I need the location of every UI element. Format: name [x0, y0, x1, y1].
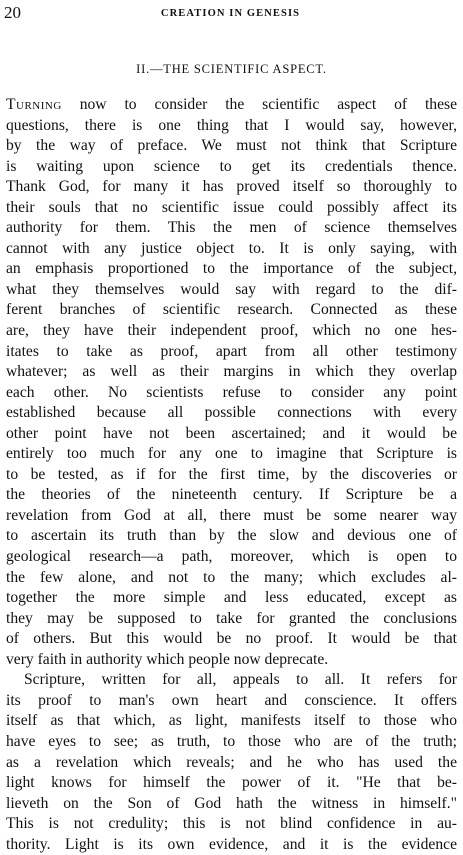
text-line: authority for them. This the men of science themselves: [6, 219, 457, 237]
text-line: ferent branches of scientific research. Connected as these: [6, 301, 457, 319]
text-line: what they themselves would say with regard to the dif-: [6, 280, 457, 298]
text-line: revelation from God at all, there must be some nearer way: [6, 506, 457, 524]
text-line: Thank God, for many it has proved itself so thoroughly to: [6, 178, 457, 196]
text-line: they may be supposed to take for granted the conclusions: [6, 609, 457, 627]
text-line: established because all possible connections with every: [6, 404, 457, 422]
page-number: 20: [4, 3, 21, 22]
text-line: by the way of preface. We must not think that Scripture: [6, 137, 457, 155]
text-line: lieveth on the Son of God hath the witness in himself.": [6, 794, 457, 812]
text-line: to ascertain its truth than by the slow and devious one of: [6, 527, 457, 545]
text-line: their souls that no scientific issue could possibly affect its: [6, 198, 457, 216]
running-title: CREATION IN GENESIS: [160, 8, 301, 19]
text-line: the few alone, and not to the many; which excludes al-: [6, 568, 457, 586]
text-line: is waiting upon science to get its credentials thence.: [6, 157, 457, 175]
text-line: geological research—a path, moreover, which is open to: [6, 548, 457, 566]
text-line: each other. No scientists refuse to consider any point: [6, 383, 457, 401]
text-line: very faith in authority which people now deprecate.: [6, 650, 329, 668]
text-line: as a revelation which reveals; and he who has used the: [6, 753, 457, 771]
text-line: itself as that which, as light, manifests itself to those who: [6, 712, 457, 730]
text-line: the theories of the nineteenth century. If Scripture be a: [6, 486, 457, 504]
text-line: other point have not been ascertained; and it would be: [6, 424, 457, 442]
text-line: light knows for himself the power of it. "He that be-: [6, 774, 457, 792]
text-line: [6, 95, 457, 116]
text-line: its proof to man's own heart and conscience. It offers: [6, 691, 457, 709]
text-line: of others. But this would be no proof. It would be that: [6, 630, 457, 648]
text-line: whatever; as well as their margins in which they overlap: [6, 363, 457, 381]
text-line: This is not credulity; this is not blind confidence in au-: [6, 815, 457, 833]
text-line: an emphasis proportioned to the importance of the subject,: [6, 260, 457, 278]
text-line: itates to take as proof, apart from all other testimony: [6, 342, 457, 360]
opening-word: Turning: [6, 96, 62, 113]
text-line: together the more simple and less educated, except as: [6, 589, 457, 607]
text-line: questions, there is one thing that I would say, however,: [6, 116, 457, 134]
text-line: Scripture, written for all, appeals to all. It refers for: [24, 671, 457, 689]
text-line-content: now to consider the scientific aspect of these: [61, 96, 457, 113]
section-heading: II.—THE SCIENTIFIC ASPECT.: [136, 62, 327, 76]
running-head: [4, 4, 457, 22]
text-line: cannot with any justice object to. It is only saying, with: [6, 239, 457, 257]
text-line: are, they have their independent proof, which no one hes-: [6, 322, 457, 340]
text-line: thority. Light is its own evidence, and it is the evidence: [6, 835, 457, 853]
text-line: have eyes to see; as truth, to those who are of the truth;: [6, 732, 457, 750]
text-line: to be tested, as if for the first time, by the discoveries or: [6, 465, 457, 483]
body-text: [6, 95, 457, 855]
text-line: entirely too much for any one to imagine that Scripture is: [6, 445, 457, 463]
